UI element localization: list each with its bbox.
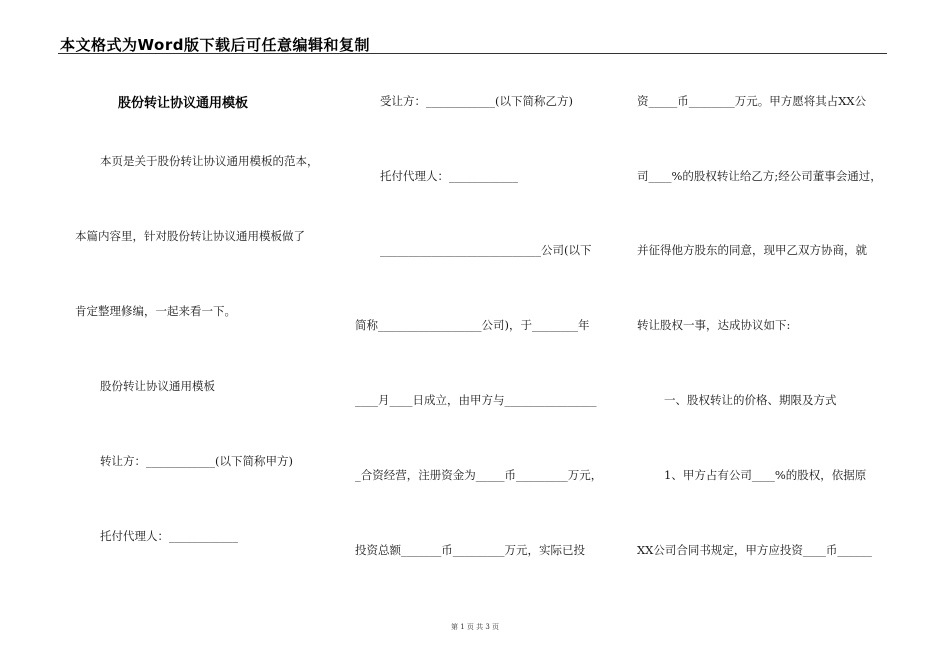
text-line: 托付代理人：____________: [380, 169, 518, 183]
text-column-2: [355, 0, 620, 672]
text-line: 转让方：____________(以下简称甲方): [100, 454, 293, 468]
text-line: 肯定整理修编，一起来看一下。: [75, 304, 236, 318]
text-line: _合资经营，注册资金为_____币_________万元，: [355, 468, 603, 482]
text-line: 本篇内容里，针对股份转让协议通用模板做了: [75, 229, 305, 243]
text-column-3: [637, 0, 892, 672]
text-column-1: [75, 0, 335, 672]
text-line: 转让股权一事，达成协议如下:: [637, 318, 791, 332]
text-line: ____________________________公司(以下: [380, 243, 592, 257]
document-title: 股份转让协议通用模板: [118, 96, 249, 111]
text-line: 托付代理人：____________: [100, 529, 238, 543]
text-line: XX公司合同书规定，甲方应投资____币______: [637, 543, 872, 557]
header-title: 本文格式为Word版下载后可任意编辑和复制: [60, 36, 370, 54]
text-line: 1、甲方占有公司____%的股权，依据原: [664, 468, 867, 482]
text-line: ____月____日成立，由甲方与________________: [355, 393, 597, 407]
page-number: 第 1 页 共 3 页: [450, 623, 500, 631]
text-line: 股份转让协议通用模板: [100, 379, 215, 393]
text-line: 简称__________________公司)，于________年: [355, 318, 590, 332]
text-line: 受让方：____________(以下简称乙方): [380, 94, 573, 108]
text-line: 本页是关于股份转让协议通用模板的范本，: [100, 154, 319, 168]
text-line: 投资总额_______币_________万元，实际已投: [355, 543, 585, 557]
text-line: 并征得他方股东的同意，现甲乙双方协商，就: [637, 243, 867, 257]
section-heading: 一、股权转让的价格、期限及方式: [664, 393, 837, 407]
text-line: 资_____币________万元。甲方愿将其占XX公: [637, 94, 867, 108]
text-line: 司____%的股权转让给乙方;经公司董事会通过，: [637, 169, 882, 183]
